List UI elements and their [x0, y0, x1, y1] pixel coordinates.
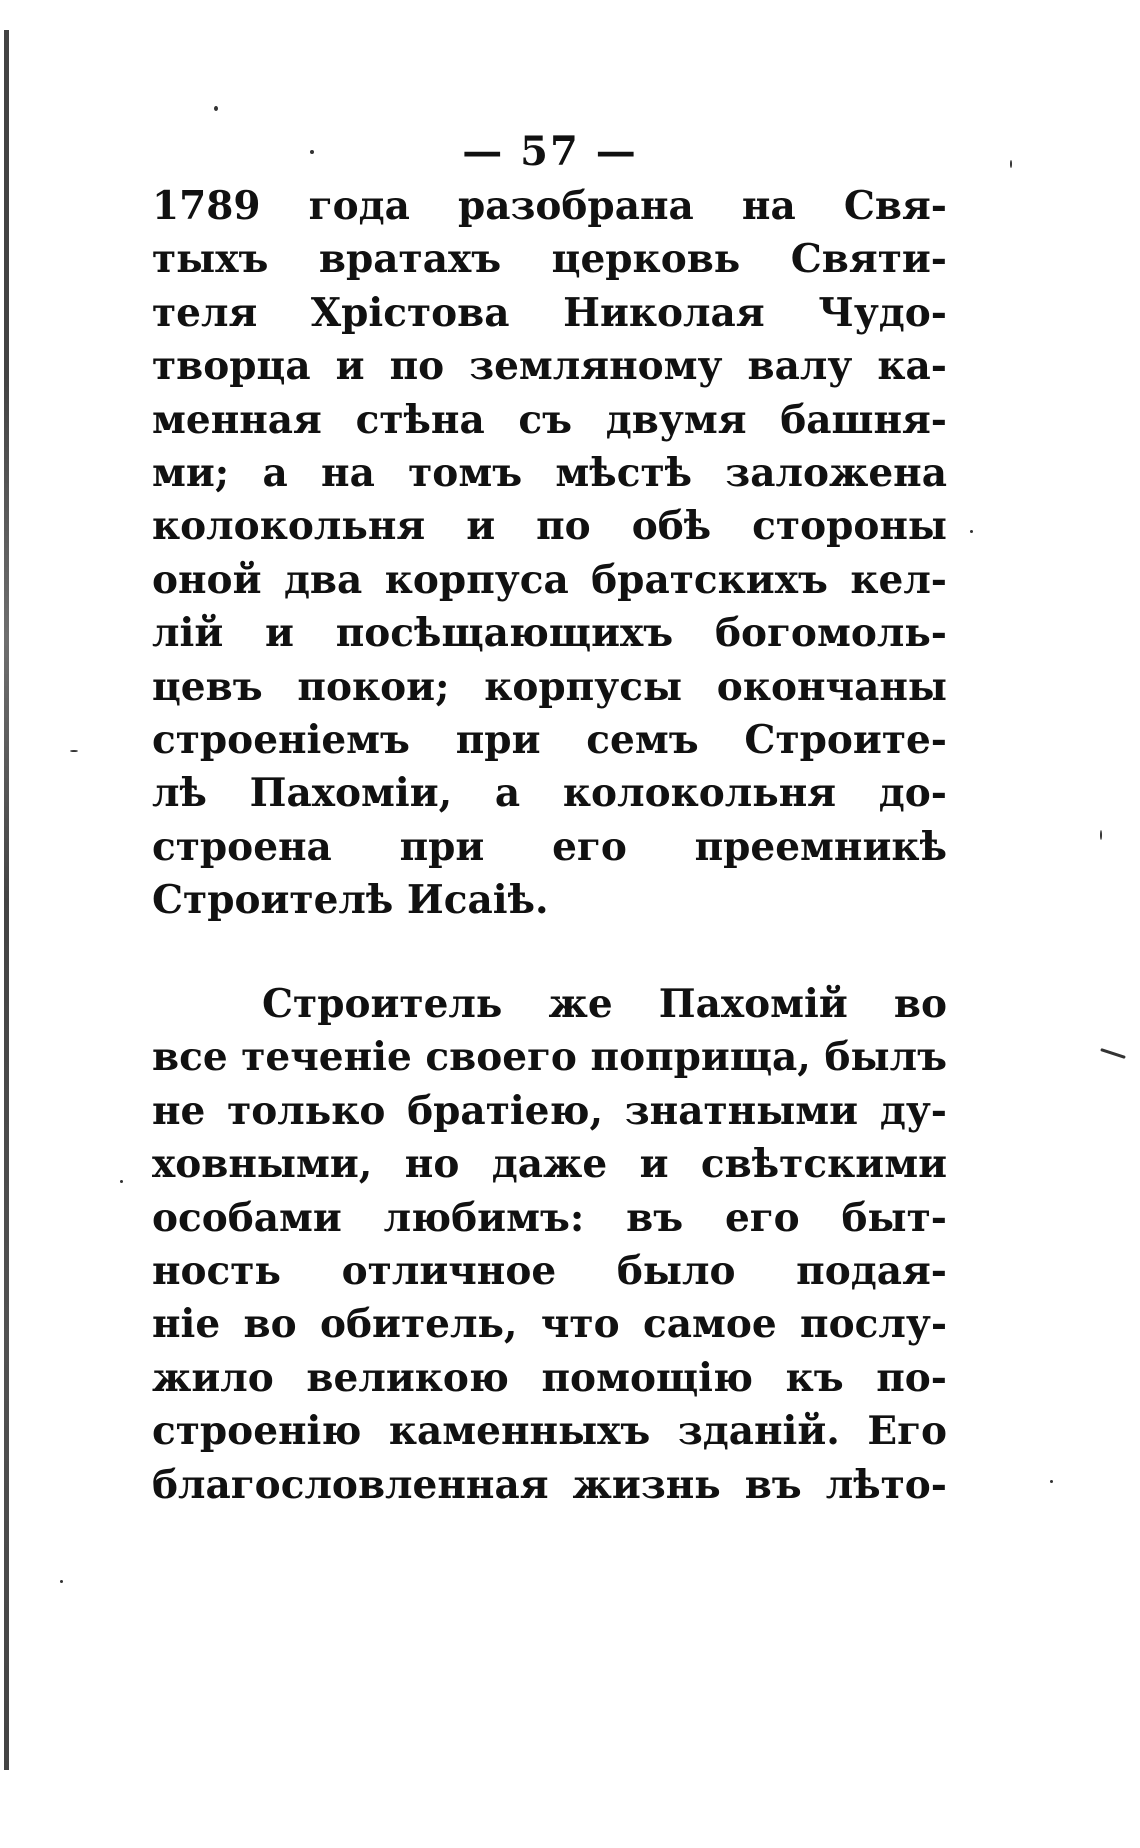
page-binding-edge	[4, 30, 9, 1770]
text-line: благословленная жизнь въ лѣто-	[152, 1461, 947, 1508]
paragraph-1	[152, 180, 947, 927]
page-number: — 57 —	[462, 128, 638, 175]
text-line: особами любимъ: въ его быт-	[152, 1194, 947, 1241]
scan-speck	[70, 750, 78, 752]
text-line: теля Хрістова Николая Чудо-	[152, 289, 947, 336]
text-line: оной два корпуса братскихъ кел-	[152, 556, 947, 603]
scan-speck	[1010, 160, 1012, 168]
text-line: строена при его преемникѣ	[152, 823, 947, 870]
text-line: ми; а на томъ мѣстѣ заложена	[152, 449, 947, 496]
scan-speck	[310, 150, 314, 154]
text-line: менная стѣна съ двумя башня-	[152, 396, 947, 443]
paragraph-2	[152, 978, 947, 1512]
text-line: ховными, но даже и свѣтскими	[152, 1141, 947, 1188]
text-line: 1789 года разобрана на Свя-	[152, 183, 947, 229]
text-line: колокольня и по обѣ стороны	[152, 503, 947, 550]
text-line: Строитель же Пахомій во	[262, 981, 947, 1027]
text-line: жило великою помощію къ по-	[152, 1354, 947, 1401]
text-line: творца и по земляному валу ка-	[152, 343, 947, 390]
text-line: ніе во обитель, что самое послу-	[152, 1301, 947, 1348]
scan-speck	[214, 106, 218, 111]
text-line: все теченіе своего поприща, былъ	[152, 1034, 947, 1081]
text-line: строеніемъ при семъ Строите-	[152, 716, 947, 763]
scan-speck	[1100, 830, 1102, 840]
text-line: ность отличное было подая-	[152, 1247, 947, 1294]
scan-speck	[60, 1580, 63, 1583]
text-line: лій и посѣщающихъ богомоль-	[152, 610, 947, 657]
text-line: цевъ покои; корпусы окончаны	[152, 663, 947, 710]
scan-speck	[1100, 1048, 1126, 1059]
scan-speck	[1050, 1480, 1053, 1483]
scan-speck	[970, 530, 973, 533]
text-line: не только братіею, знатными ду-	[152, 1087, 947, 1134]
text-line: лѣ Пахоміи, а колокольня до-	[152, 770, 947, 817]
text-line: строенію каменныхъ зданій. Его	[152, 1408, 947, 1455]
text-line: Строителѣ Исаіѣ.	[152, 877, 549, 924]
scan-speck	[120, 1180, 123, 1183]
text-line: тыхъ вратахъ церковь Святи-	[152, 236, 947, 283]
